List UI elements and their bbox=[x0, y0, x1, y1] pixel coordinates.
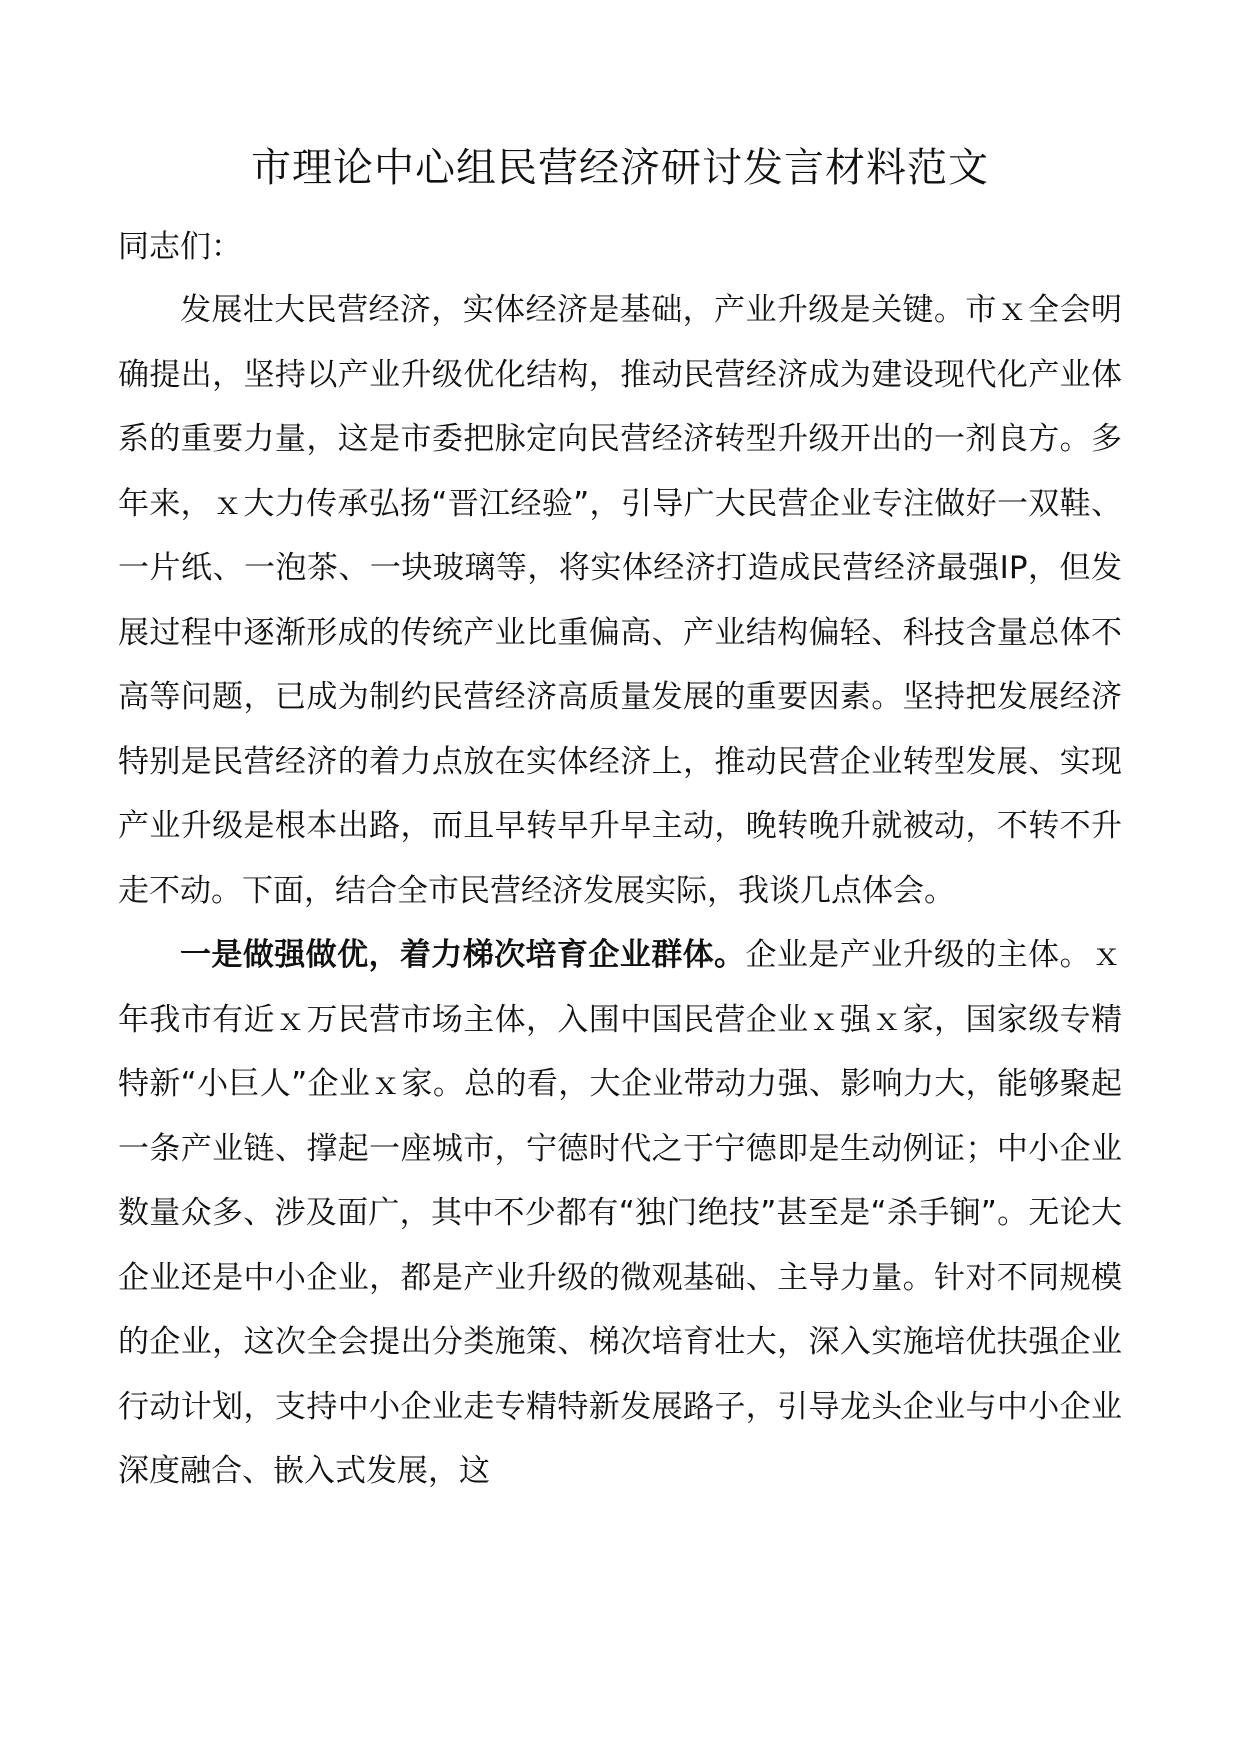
paragraph-intro bbox=[118, 278, 1122, 923]
paragraph-text: 企业是产业升级的主体。ｘ年我市有近ｘ万民营市场主体，入围中国民营企业ｘ强ｘ家，国家级专精特新“小巨人”企业ｘ家。总的看，大企业带动力强、影响力大，能够聚起一条产业链、撑起一座城市，宁德时代之于宁德即是生动例证；中小企业数量众多、涉及面广，其中不少都有“独门绝技”甚至是“杀手锏”。无论大企业还是中小企业，都是产业升级的微观基础、主导力量。针对不同规模的企业，这次全会提出分类施策、梯次培育壮大，深入实施培优扶强企业行动计划，支持中小企业走专精特新发展路子，引导龙头企业与中小企业深度融合、嵌入式发展，这 bbox=[118, 937, 1123, 1489]
salutation: 同志们： bbox=[118, 229, 242, 265]
paragraph-lead-heading: 一是做强做优，着力梯次培育企业群体。 bbox=[180, 937, 746, 973]
paragraph-text: 发展壮大民营经济，实体经济是基础，产业升级是关键。市ｘ全会明确提出，坚持以产业升级优化结构，推动民营经济成为建设现代化产业体系的重要力量，这是市委把脉定向民营经济转型升级开出的一剂良方。多年来，ｘ大力传承弘扬“晋江经验”，引导广大民营企业专注做好一双鞋、一片纸、一泡茶、一块玻璃等，将实体经济打造成民营经济最强IP，但发展过程中逐渐形成的传统产业比重偏高、产业结构偏轻、科技含量总体不高等问题，已成为制约民营经济高质量发展的重要因素。坚持把发展经济特别是民营经济的着力点放在实体经济上，推动民营企业转型发展、实现产业升级是根本出路，而且早转早升早主动，晚转晚升就被动，不转不升走不动。下面，结合全市民营经济发展实际，我谈几点体会。 bbox=[118, 292, 1122, 909]
document-title: 市理论中心组民营经济研讨发言材料范文 bbox=[251, 145, 989, 191]
paragraph-point-one bbox=[118, 923, 1122, 1504]
document-body bbox=[118, 278, 1122, 1504]
